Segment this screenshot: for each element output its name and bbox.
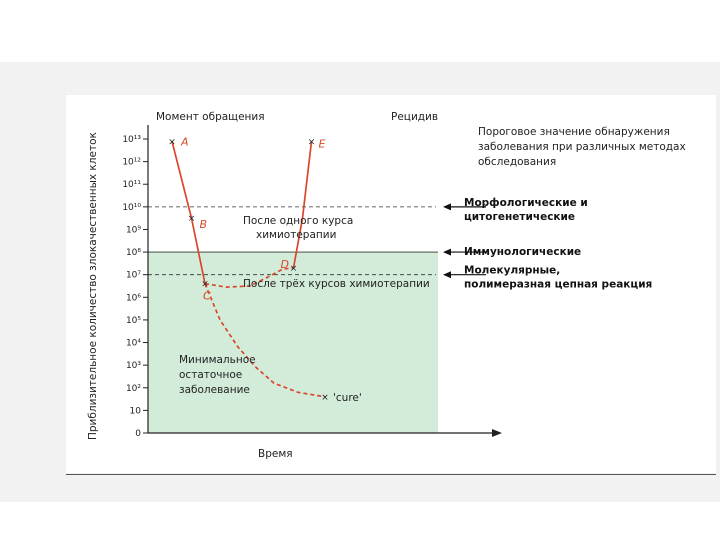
data-point-label: C: [203, 289, 211, 303]
threshold-label-line: Морфологические и: [464, 196, 588, 209]
relapse-label: Рецидив: [391, 111, 439, 123]
mrd-label: Минимальное остаточное заболевание: [179, 354, 256, 396]
threshold-label-line: полимеразная цепная реакция: [464, 278, 653, 291]
y-tick-label: 10: [129, 406, 141, 417]
y-tick-label: 0: [135, 429, 141, 439]
data-point-label: D: [280, 257, 290, 271]
threshold-arrowhead: [443, 271, 451, 278]
threshold-header: [478, 126, 686, 168]
threshold-label: [464, 197, 588, 223]
data-point-marker: ×: [168, 137, 176, 148]
after-one-course-label: После одного курса химиотерапии: [243, 215, 354, 241]
threshold-label-line: Иммунологические: [464, 246, 582, 259]
y-tick-label: 10³: [125, 361, 141, 372]
tumor-burden-chart: [66, 95, 716, 473]
threshold-arrowhead: [443, 249, 451, 256]
y-tick-label: 10¹³: [122, 135, 141, 145]
y-tick-label: 10⁶: [125, 293, 141, 304]
x-axis-arrowhead: [492, 429, 502, 437]
y-tick-label: 10¹²: [122, 157, 141, 168]
data-point-label: B: [199, 218, 208, 232]
after-three-courses-label: После трёх курсов химиотерапии: [243, 278, 430, 290]
threshold-header-line: Пороговое значение обнаружения: [478, 126, 670, 138]
data-point-marker: ×: [201, 279, 209, 290]
x-axis-label: Время: [258, 448, 293, 460]
y-tick-label: 10⁹: [125, 225, 141, 236]
data-point-label: E: [318, 137, 326, 151]
y-tick-label: 10⁵: [125, 315, 141, 326]
threshold-label-line: Молекулярные,: [464, 264, 561, 277]
y-tick-label: 10⁴: [125, 338, 141, 349]
data-point-marker: ×: [187, 214, 196, 225]
y-axis-label: Приблизительное количество злокачественных клеток: [87, 132, 99, 440]
bottom-rule: [66, 474, 716, 475]
data-point-label: A: [181, 135, 189, 149]
threshold-header-line: обследования: [478, 156, 557, 168]
onset-label: Момент обращения: [156, 111, 265, 123]
y-tick-label: 10¹¹: [122, 180, 141, 191]
y-tick-label: 10⁷: [125, 270, 141, 281]
threshold-header-line: заболевания при различных методах: [478, 141, 686, 153]
threshold-label: [464, 246, 581, 258]
threshold-label: [464, 265, 652, 291]
data-point-marker: ×: [321, 392, 329, 403]
y-tick-label: 10²: [125, 383, 141, 394]
series-line: [294, 141, 312, 268]
y-tick-label: 10⁸: [125, 248, 141, 259]
threshold-arrowhead: [443, 203, 451, 210]
data-point-marker: ×: [307, 137, 316, 148]
threshold-label-line: цитогенетические: [464, 210, 576, 223]
data-point-label: 'cure': [333, 391, 362, 404]
data-point-marker: ×: [289, 263, 298, 274]
chart-figure: [66, 95, 716, 473]
y-tick-label: 10¹⁰: [122, 202, 141, 213]
